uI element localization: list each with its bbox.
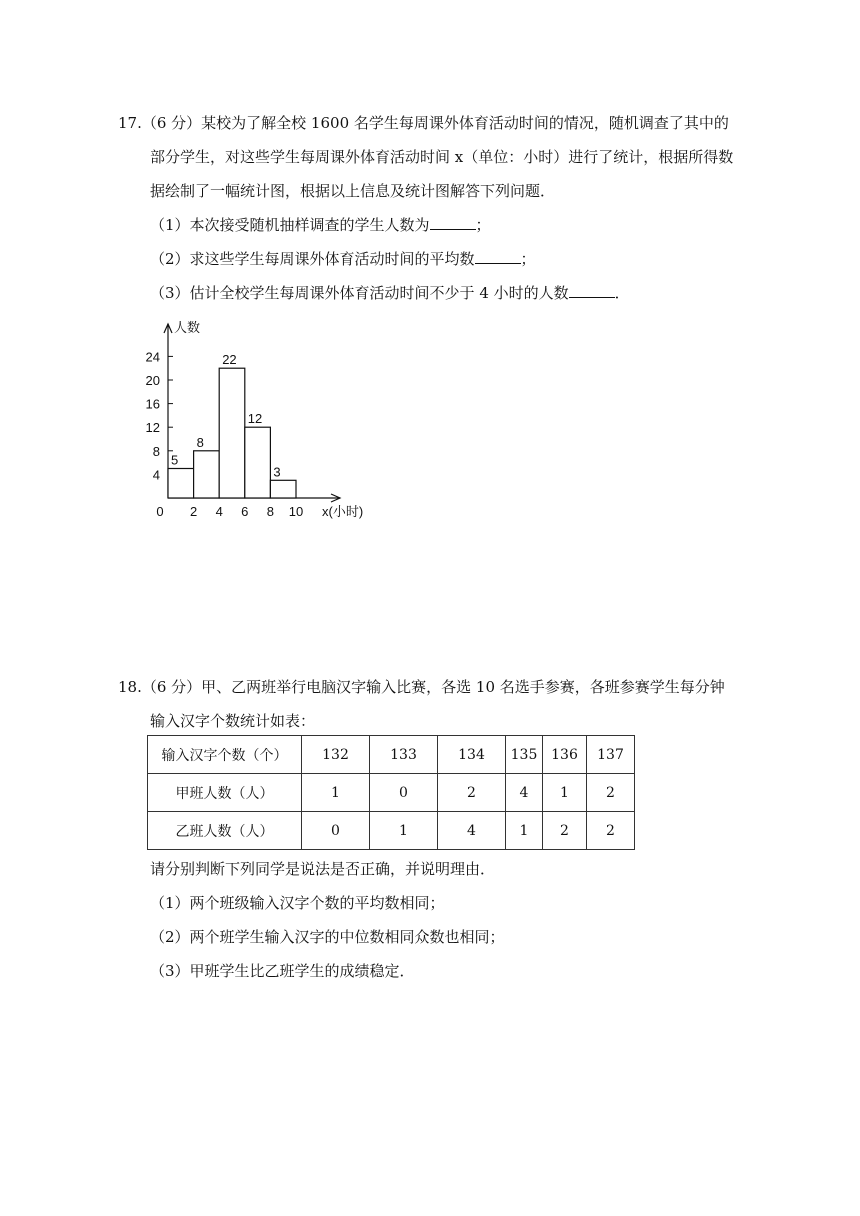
table-cell: 1 [302,774,370,812]
histogram-bar [219,368,245,498]
table-cell: 4 [506,774,543,812]
typing-count-table [147,735,635,850]
table-cell: 甲班人数（人） [148,774,302,812]
q17-sub3-end: ． [614,284,630,302]
bar-value-label: 3 [273,464,281,480]
histogram-bar [270,480,296,498]
bar-value-label: 12 [247,411,263,427]
q17-sub2-text: （2）求这些学生每周课外体育活动时间的平均数 [150,250,475,268]
q18-line-2: 输入汉字个数统计如表： [150,712,316,730]
table-header-cell: 输入汉字个数（个） [148,736,302,774]
q18-line-1: 18.（6 分）甲、乙两班举行电脑汉字输入比赛，各选 10 名选手参赛，各班参赛学生每分钟 [118,678,725,696]
y-tick-label: 20 [145,373,160,388]
table-header-cell: 133 [370,736,438,774]
histogram-bar [168,469,194,499]
table-row [148,812,635,850]
x-tick-label: 2 [189,504,198,519]
table-cell: 4 [438,812,506,850]
y-tick-label: 12 [145,420,160,436]
q17-sub1 [150,214,491,235]
x-tick-label: 8 [266,504,275,519]
q17-sub1-text: （1）本次接受随机抽样调查的学生人数为 [150,216,430,234]
table-cell: 0 [370,774,438,812]
histogram-chart [140,310,390,530]
histogram-bar [194,451,220,498]
q17-sub1-end: ； [475,216,491,234]
y-tick-label: 4 [152,467,160,483]
bar-value-label: 5 [171,452,179,468]
bar-value-label: 22 [222,352,237,368]
answer-blank [475,249,521,264]
q17-sub3-text: （3）估计全校学生每周课外体育活动时间不少于 4 小时的人数 [150,284,569,302]
q18-sub3: （3）甲班学生比乙班学生的成绩稳定． [150,962,415,980]
table-cell: 1 [543,774,587,812]
y-tick-label: 8 [152,443,160,459]
y-tick-label: 24 [145,349,160,365]
x-axis-title: x(小时) [322,504,364,519]
table-cell: 2 [587,812,635,850]
q17-sub2-end: ； [520,250,536,268]
table-header-cell: 135 [506,736,543,774]
x-tick-label: 0 [156,504,164,519]
answer-blank [430,215,476,230]
x-tick-label: 10 [288,504,304,519]
answer-blank [569,283,615,298]
table-cell: 乙班人数（人） [148,812,302,850]
table-header-cell: 134 [438,736,506,774]
q18-sub2: （2）两个班学生输入汉字的中位数相同众数也相同； [150,928,505,946]
x-tick-label: 4 [215,504,223,519]
q17-sub2 [150,248,536,269]
table-header-cell: 136 [543,736,587,774]
histogram-bar [245,427,271,498]
table-cell: 2 [543,812,587,850]
table-cell: 2 [438,774,506,812]
q17-line-3: 据绘制了一幅统计图，根据以上信息及统计图解答下列问题． [150,182,556,200]
y-tick-label: 16 [145,396,160,412]
table-header-row [148,736,635,774]
table-cell: 2 [587,774,635,812]
x-tick-label: 6 [241,504,249,519]
q18-sub1: （1）两个班级输入汉字个数的平均数相同； [150,894,445,912]
q18-intro: 请分别判断下列同学是说法是否正确，并说明理由． [150,860,496,878]
table-header-cell: 137 [587,736,635,774]
table-cell: 1 [370,812,438,850]
table-cell: 1 [506,812,543,850]
table-row [148,774,635,812]
table-cell: 0 [302,812,370,850]
q17-line-2: 部分学生，对这些学生每周课外体育活动时间 x（单位：小时）进行了统计，根据所得数 [150,148,734,166]
q17-line-1: 17.（6 分）某校为了解全校 1600 名学生每周课外体育活动时间的情况，随机调查了其中的 [118,114,729,132]
y-axis-title: 人数 [174,320,201,335]
q17-sub3 [150,282,630,303]
bar-value-label: 8 [196,434,204,450]
table-header-cell: 132 [302,736,370,774]
